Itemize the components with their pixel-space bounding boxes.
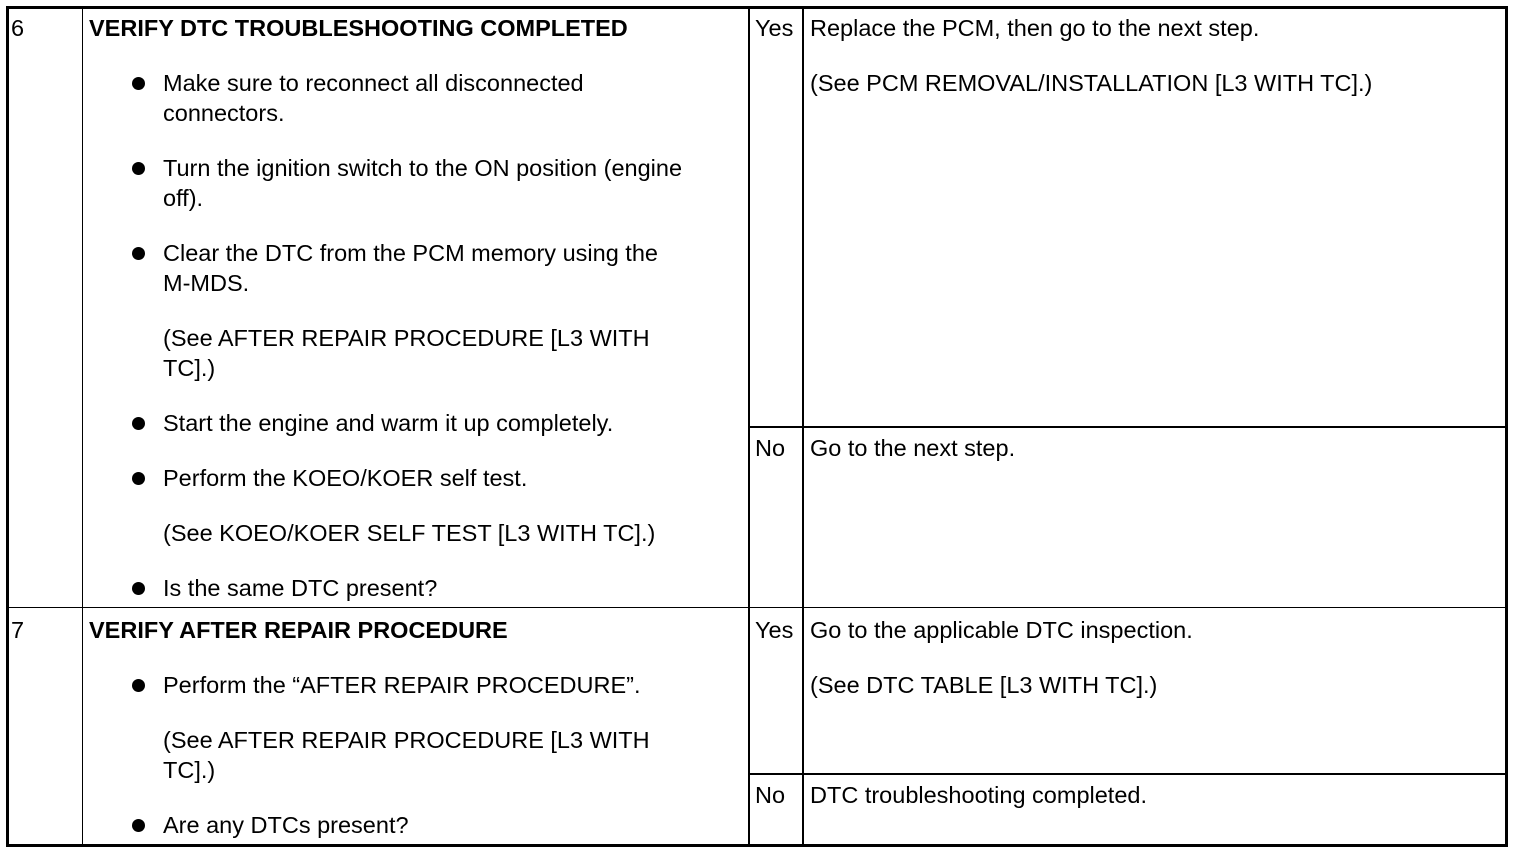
answer-yes: Yes: [755, 15, 794, 41]
result-text: Go to the next step.: [810, 435, 1016, 461]
action-text: Perform the KOEO/KOER self test.: [163, 465, 528, 491]
action-text: Start the engine and warm it up completely.: [163, 410, 614, 436]
action-text: Clear the DTC from the PCM memory using the: [163, 240, 658, 266]
bullet-icon: [132, 247, 145, 260]
bullet-icon: [132, 162, 145, 175]
answer-yes: Yes: [755, 617, 794, 643]
result-text: DTC troubleshooting completed.: [810, 782, 1148, 808]
reference-text: (See AFTER REPAIR PROCEDURE [L3 WITH: [163, 325, 650, 351]
reference-text: (See AFTER REPAIR PROCEDURE [L3 WITH: [163, 727, 650, 753]
result-divider: [749, 773, 1506, 775]
action-text: Perform the “AFTER REPAIR PROCEDURE”.: [163, 672, 641, 698]
bullet-icon: [132, 417, 145, 430]
bullet-icon: [132, 582, 145, 595]
step-number: 6: [11, 15, 25, 41]
action-text: connectors.: [163, 100, 285, 126]
reference-text: (See PCM REMOVAL/INSTALLATION [L3 WITH TC].): [810, 70, 1373, 96]
reference-text: TC].): [163, 757, 216, 783]
result-text: Go to the applicable DTC inspection.: [810, 617, 1193, 643]
action-text: Make sure to reconnect all disconnected: [163, 70, 584, 96]
bullet-icon: [132, 472, 145, 485]
answer-no: No: [755, 782, 786, 808]
row-divider: [8, 607, 1506, 608]
step-title: VERIFY AFTER REPAIR PROCEDURE: [89, 617, 508, 643]
action-text: off).: [163, 185, 204, 211]
bullet-icon: [132, 77, 145, 90]
column-divider-step: [82, 8, 83, 845]
action-text: Turn the ignition switch to the ON position (engine: [163, 155, 683, 181]
bullet-icon: [132, 819, 145, 832]
bullet-icon: [132, 679, 145, 692]
result-text: Replace the PCM, then go to the next step.: [810, 15, 1260, 41]
reference-text: (See KOEO/KOER SELF TEST [L3 WITH TC].): [163, 520, 656, 546]
result-divider: [749, 426, 1506, 428]
action-text: Is the same DTC present?: [163, 575, 438, 601]
step-title: VERIFY DTC TROUBLESHOOTING COMPLETED: [89, 15, 628, 41]
step-number: 7: [11, 617, 25, 643]
action-text: Are any DTCs present?: [163, 812, 409, 838]
answer-no: No: [755, 435, 786, 461]
reference-text: (See DTC TABLE [L3 WITH TC].): [810, 672, 1158, 698]
action-text: M-MDS.: [163, 270, 250, 296]
reference-text: TC].): [163, 355, 216, 381]
